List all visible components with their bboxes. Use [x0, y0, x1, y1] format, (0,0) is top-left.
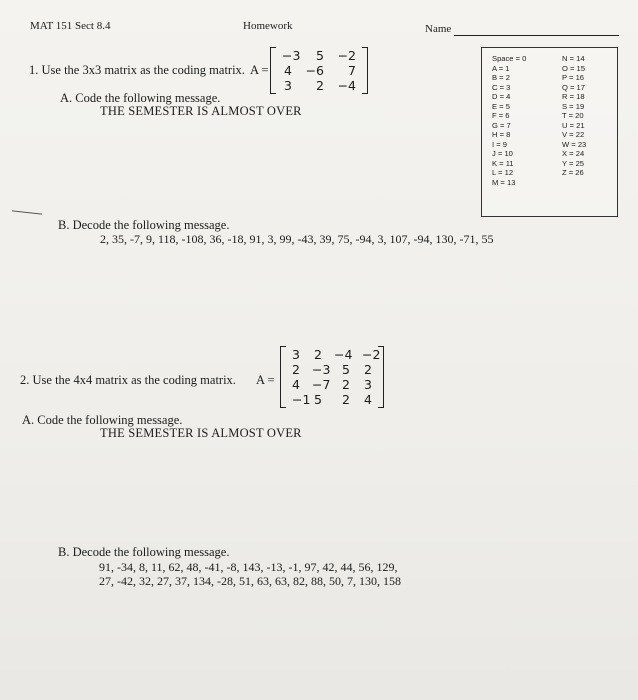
- q2-matrix-cell: −3: [312, 362, 331, 377]
- code-entry: F = 6: [492, 111, 510, 120]
- q2-matrix-cell: 4: [364, 392, 372, 407]
- q2-matrix-cell: −2: [362, 347, 381, 362]
- code-entry: Z = 26: [562, 168, 584, 177]
- code-entry: I = 9: [492, 139, 507, 149]
- q2-matrix-cell: 5: [314, 392, 322, 407]
- code-entry: U = 21: [562, 120, 585, 130]
- letter-code-table: [481, 47, 618, 217]
- q1-matrix-cell: −4: [337, 78, 356, 93]
- q1-matrix-label: A =: [250, 63, 269, 77]
- q2-coding-matrix: [286, 347, 381, 407]
- code-entry: W = 23: [562, 139, 587, 149]
- q2-part-a-label: A. Code the following message.: [22, 413, 183, 427]
- name-label: Name: [425, 23, 452, 35]
- q2-matrix-cell: 4: [292, 377, 300, 392]
- code-entry: V = 22: [562, 130, 585, 139]
- code-entry: D = 4: [492, 92, 511, 101]
- code-entry: Y = 25: [562, 158, 585, 168]
- q1-part-a-label: A. Code the following message.: [60, 91, 221, 105]
- code-entry: T = 20: [562, 111, 584, 120]
- code-entry: C = 3: [492, 82, 511, 92]
- q1-part-b-label: B. Decode the following message.: [58, 218, 230, 232]
- q1-matrix-cell: −2: [337, 48, 356, 63]
- code-entry: B = 2: [492, 73, 510, 82]
- q1-matrix-cell: 2: [316, 78, 324, 93]
- q1-part-a-message: THE SEMESTER IS ALMOST OVER: [100, 104, 302, 118]
- q2-matrix-cell: −7: [312, 377, 331, 392]
- homework-label: Homework: [243, 20, 293, 32]
- q2-matrix-cell: −4: [334, 347, 353, 362]
- q2-part-b-label: B. Decode the following message.: [58, 545, 230, 559]
- q2-part-b-line2: 27, -42, 32, 27, 37, 134, -28, 51, 63, 63, 82, 88, 50, 7, 130, 158: [99, 574, 401, 588]
- q1-matrix-cell: 4: [284, 63, 292, 78]
- q2-prompt: 2. Use the 4x4 matrix as the coding matrix.: [20, 373, 236, 387]
- q2-matrix-cell: 2: [292, 362, 300, 377]
- q2-matrix-cell: 2: [342, 392, 350, 407]
- course-title: MAT 151 Sect 8.4: [30, 20, 111, 32]
- code-entry: R = 18: [562, 92, 585, 101]
- q2-matrix-label: A =: [256, 373, 275, 387]
- pen-mark: [12, 210, 42, 214]
- code-entry: M = 13: [492, 177, 516, 187]
- code-entry: L = 12: [492, 168, 514, 177]
- q1-matrix-cell: 7: [348, 63, 356, 78]
- code-entry: Q = 17: [562, 82, 586, 92]
- q2-matrix-cell: 2: [342, 377, 350, 392]
- q2-matrix-cell: 2: [364, 362, 372, 377]
- q2-matrix-cell: 3: [364, 377, 372, 392]
- code-entry: P = 16: [562, 73, 585, 82]
- q1-matrix-cell: −3: [282, 48, 301, 63]
- q1-prompt: 1. Use the 3x3 matrix as the coding matrix.: [29, 63, 245, 77]
- q1-matrix-cell: −6: [305, 63, 324, 78]
- code-table-right-column: [562, 54, 586, 178]
- q1-coding-matrix: [276, 48, 362, 93]
- code-table-left-column: [492, 54, 526, 187]
- q2-part-a-message: THE SEMESTER IS ALMOST OVER: [100, 426, 302, 440]
- q1-matrix-cell: 5: [316, 48, 324, 63]
- name-line: [454, 35, 619, 36]
- q1-part-b-message: 2, 35, -7, 9, 118, -108, 36, -18, 91, 3, 99, -43, 39, 75, -94, 3, 107, -94, 130, -71, 55: [100, 232, 494, 246]
- code-entry: Space = 0: [492, 54, 527, 63]
- code-entry: O = 15: [562, 63, 586, 73]
- code-entry: A = 1: [492, 63, 510, 73]
- q2-part-b-line1: 91, -34, 8, 11, 62, 48, -41, -8, 143, -13, -1, 97, 42, 44, 56, 129,: [99, 560, 398, 574]
- code-entry: K = 11: [492, 158, 514, 168]
- q1-matrix-cell: 3: [284, 78, 292, 93]
- code-entry: J = 10: [492, 149, 513, 158]
- code-entry: X = 24: [562, 149, 585, 158]
- q2-matrix-cell: 5: [342, 362, 350, 377]
- code-entry: S = 19: [562, 101, 585, 111]
- code-entry: N = 14: [562, 54, 585, 63]
- code-entry: E = 5: [492, 101, 510, 111]
- q2-matrix-cell: 2: [314, 347, 322, 362]
- q2-matrix-cell: 3: [292, 347, 300, 362]
- code-entry: H = 8: [492, 130, 511, 139]
- code-entry: G = 7: [492, 120, 511, 130]
- q2-matrix-cell: −1: [292, 392, 311, 407]
